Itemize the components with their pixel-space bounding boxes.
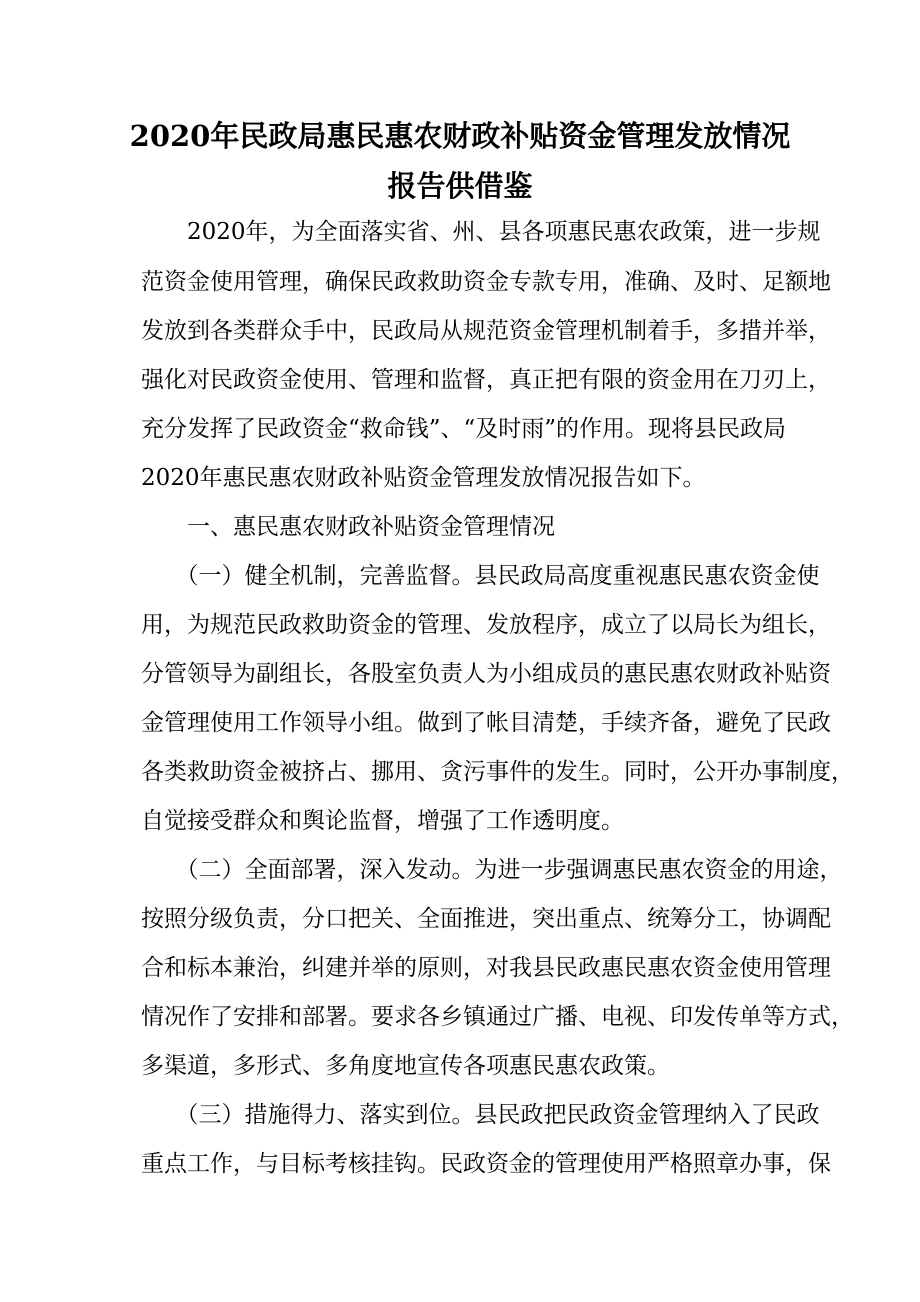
paragraph-line: 金管理使用工作领导小组。做到了帐目清楚，手续齐备，避免了民政	[141, 710, 831, 736]
document-title-line-2: 报告供借鉴	[387, 169, 533, 203]
paragraph-line: 分管领导为副组长，各股室负责人为小组成员的惠民惠农财政补贴资	[141, 661, 831, 687]
paragraph-line: 情况作了安排和部署。要求各乡镇通过广播、电视、印发传单等方式，	[141, 1004, 854, 1030]
paragraph-line: 自觉接受群众和舆论监督，增强了工作透明度。	[141, 808, 624, 834]
paragraph-line: 重点工作，与目标考核挂钩。民政资金的管理使用严格照章办事，保	[141, 1151, 831, 1177]
paragraph-line: （二）全面部署，深入发动。为进一步强调惠民惠农资金的用途，	[141, 857, 843, 883]
paragraph-line: 各类救助资金被挤占、挪用、贪污事件的发生。同时，公开办事制度，	[141, 759, 854, 785]
intro-line: 范资金使用管理，确保民政救助资金专款专用，准确、及时、足额地	[141, 269, 831, 295]
intro-line: 强化对民政资金使用、管理和监督，真正把有限的资金用在刀刃上，	[141, 367, 831, 393]
intro-line: 2020年，为全面落实省、州、县各项惠民惠农政策，进一步规	[141, 219, 821, 245]
paragraph-line: 用，为规范民政救助资金的管理、发放程序，成立了以局长为组长，	[141, 612, 831, 638]
paragraph-line: 合和标本兼治，纠建并举的原则，对我县民政惠民惠农资金使用管理	[141, 955, 831, 981]
intro-line: 2020年惠民惠农财政补贴资金管理发放情况报告如下。	[141, 465, 706, 491]
paragraph-line: 多渠道，多形式、多角度地宣传各项惠民惠农政策。	[141, 1053, 670, 1079]
intro-line: 充分发挥了民政资金“救命钱”、“及时雨”的作用。现将县民政局	[141, 416, 787, 442]
paragraph-line: 按照分级负责，分口把关、全面推进，突出重点、统筹分工，协调配	[141, 906, 831, 932]
section-heading: 一、惠民惠农财政补贴资金管理情况	[141, 514, 555, 540]
document-title-line-1: 2020年民政局惠民惠农财政补贴资金管理发放情况	[129, 119, 791, 153]
paragraph-line: （三）措施得力、落实到位。县民政把民政资金管理纳入了民政	[141, 1102, 820, 1128]
intro-line: 发放到各类群众手中，民政局从规范资金管理机制着手，多措并举，	[141, 318, 831, 344]
paragraph-line: （一）健全机制，完善监督。县民政局高度重视惠民惠农资金使	[141, 563, 820, 589]
